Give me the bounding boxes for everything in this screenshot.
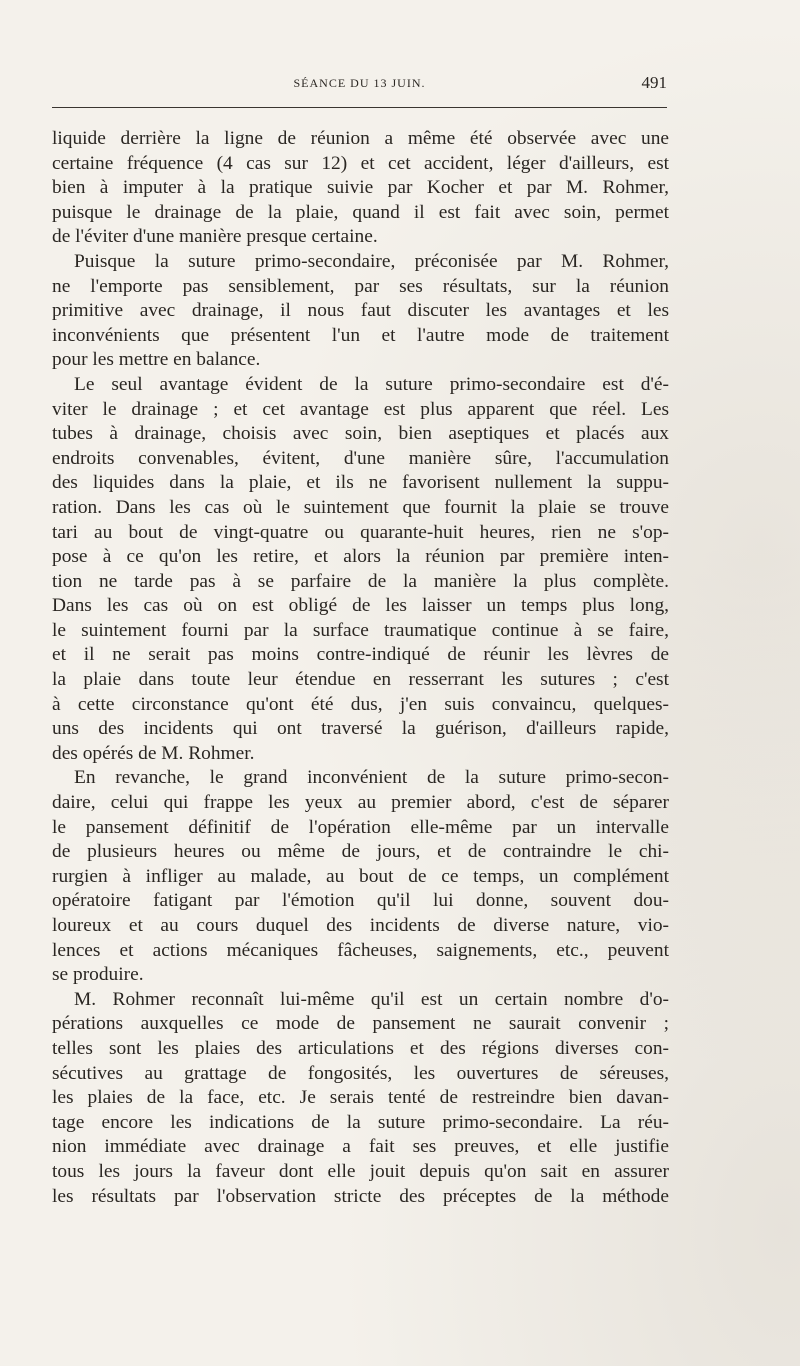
text-line: sécutives au grattage de fongosités, les ouvertures de séreuses, — [52, 1062, 669, 1084]
text-line: à cette circonstance qu'ont été dus, j'en suis convaincu, quelques- — [52, 693, 669, 715]
text-line: la plaie dans toute leur étendue en resserrant les sutures ; c'est — [52, 669, 669, 691]
text-line: opératoire fatigant par l'émotion qu'il lui donne, souvent dou- — [52, 890, 669, 912]
text-line: et il ne serait pas moins contre-indiqué de réunir les lèvres de — [52, 644, 669, 666]
text-line: Dans les cas où on est obligé de les laisser un temps plus long, — [52, 595, 669, 617]
header-rule — [52, 107, 667, 108]
text-line: puisque le drainage de la plaie, quand il est fait avec soin, permet — [52, 201, 669, 223]
text-line: loureux et au cours duquel des incidents de diverse nature, vio- — [52, 915, 669, 936]
text-line: bien à imputer à la pratique suivie par Kocher et par M. Rohmer, — [52, 177, 669, 199]
text-line: tage encore les indications de la suture primo-secondaire. La réu- — [52, 1111, 669, 1133]
text-line: tous les jours la faveur dont elle jouit depuis qu'on sait en assurer — [52, 1160, 669, 1182]
text-line: nion immédiate avec drainage a fait ses preuves, et elle justifie — [52, 1136, 669, 1158]
text-line: M. Rohmer reconnaît lui-même qu'il est un certain nombre d'o- — [74, 988, 669, 1010]
text-line: le pansement définitif de l'opération elle-même par un intervalle — [52, 816, 669, 838]
running-head: SÉANCE DU 13 JUIN. — [293, 76, 426, 90]
text-line: certaine fréquence (4 cas sur 12) et cet accident, léger d'ailleurs, est — [52, 152, 669, 174]
text-line: le suintement fourni par la surface traumatique continue à se faire, — [52, 619, 669, 641]
page-header — [52, 73, 667, 100]
text-line: daire, celui qui frappe les yeux au premier abord, c'est de séparer — [52, 792, 669, 814]
text-line: endroits convenables, évitent, d'une manière sûre, l'accumulation — [52, 447, 669, 469]
text-line: pose à ce qu'on les retire, et alors la réunion par première inten- — [52, 546, 669, 568]
text-line: les résultats par l'observation stricte des préceptes de la méthode — [52, 1185, 669, 1207]
text-line: viter le drainage ; et cet avantage est plus apparent que réel. Les — [52, 398, 669, 420]
text-line: tubes à drainage, choisis avec soin, bien aseptiques et placés aux — [52, 423, 669, 445]
text-line: des opérés de M. Rohmer. — [52, 742, 255, 764]
text-line: pour les mettre en balance. — [52, 349, 261, 371]
text-line: inconvénients que présentent l'un et l'autre mode de traitement — [52, 324, 669, 346]
text-line: Puisque la suture primo-secondaire, préconisée par M. Rohmer, — [74, 250, 669, 272]
body-text — [52, 127, 669, 1209]
text-line: rurgien à infliger au malade, au bout de ce temps, un complément — [52, 865, 669, 887]
text-line: liquide derrière la ligne de réunion a même été observée avec une — [52, 128, 669, 149]
text-line: En revanche, le grand inconvénient de la suture primo-secon- — [74, 767, 669, 789]
text-line: tari au bout de vingt-quatre ou quarante-huit heures, rien ne s'op- — [52, 521, 669, 543]
text-line: de plusieurs heures ou même de jours, et de contraindre le chi- — [52, 841, 669, 863]
text-line: uns des incidents qui ont traversé la guérison, d'ailleurs rapide, — [52, 718, 669, 740]
text-line: Le seul avantage évident de la suture primo-secondaire est d'é- — [74, 373, 669, 395]
text-line: ration. Dans les cas où le suintement que fournit la plaie se trouve — [52, 496, 669, 518]
text-line: de l'éviter d'une manière presque certaine. — [52, 226, 378, 248]
text-line: lences et actions mécaniques fâcheuses, saignements, etc., peuvent — [52, 939, 669, 961]
text-line: se produire. — [52, 964, 144, 986]
text-line: tion ne tarde pas à se parfaire de la manière la plus complète. — [52, 570, 669, 592]
text-line: telles sont les plaies des articulations et des régions diverses con- — [52, 1037, 669, 1059]
page-number: 491 — [641, 73, 667, 92]
text-line: primitive avec drainage, il nous faut discuter les avantages et les — [52, 300, 669, 322]
text-line: des liquides dans la plaie, et ils ne favorisent nullement la suppu- — [52, 472, 669, 494]
text-line: les plaies de la face, etc. Je serais tenté de restreindre bien davan- — [52, 1087, 669, 1109]
text-line: pérations auxquelles ce mode de pansement ne saurait convenir ; — [52, 1013, 669, 1035]
text-line: ne l'emporte pas sensiblement, par ses résultats, sur la réunion — [52, 275, 669, 297]
